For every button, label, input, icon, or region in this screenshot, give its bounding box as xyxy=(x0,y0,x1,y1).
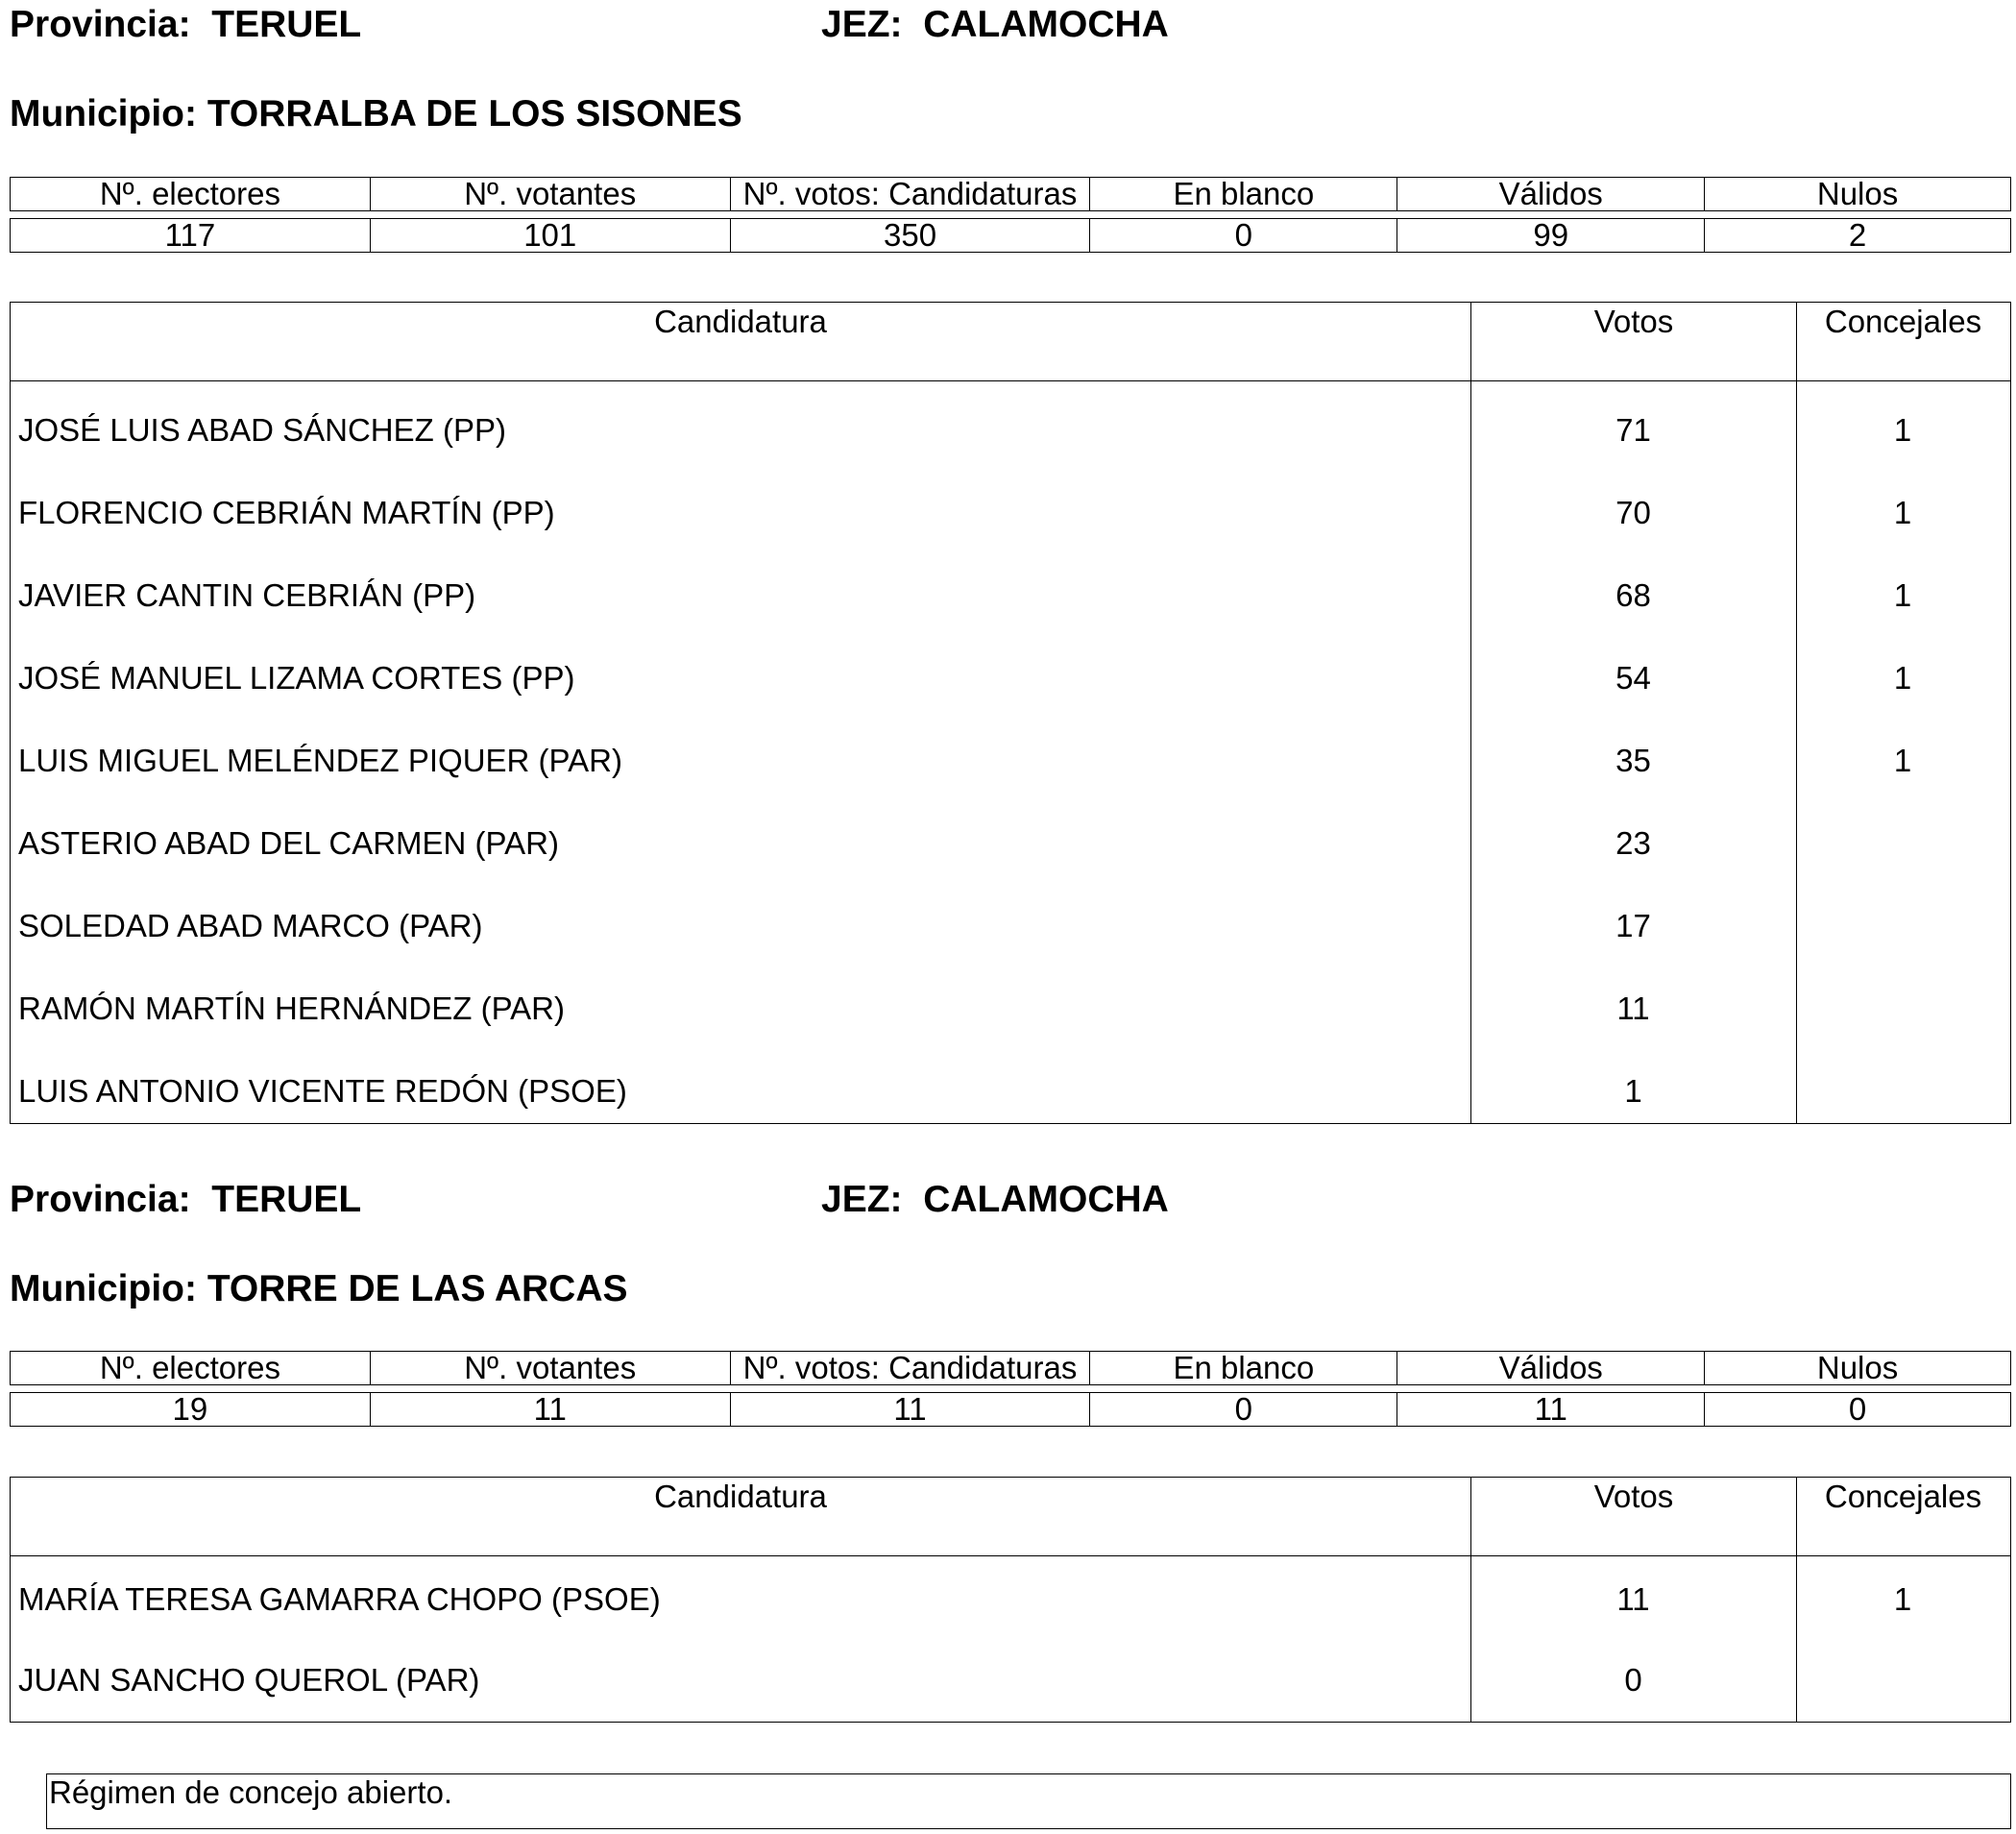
provincia-label: Provincia: xyxy=(10,4,191,45)
candidate-votos: 54 xyxy=(1615,660,1651,696)
stats-header-cell: Válidos xyxy=(1397,1352,1705,1384)
candidates-header xyxy=(11,303,2010,381)
table-row xyxy=(11,1558,2010,1641)
candidate-name: JUAN SANCHO QUEROL (PAR) xyxy=(18,1662,480,1698)
stats-header-cell: Nº. votantes xyxy=(371,1352,731,1384)
header-votos: Votos xyxy=(1470,303,1796,380)
municipio-heading xyxy=(10,95,742,133)
candidate-votos: 11 xyxy=(1616,1581,1650,1617)
stats-value-cell: 0 xyxy=(1090,1393,1397,1426)
candidate-concejales: 1 xyxy=(1893,660,1912,696)
candidate-name: LUIS MIGUEL MELÉNDEZ PIQUER (PAR) xyxy=(18,743,622,778)
candidates-table xyxy=(10,1477,2011,1723)
table-row xyxy=(11,967,2010,1050)
table-row xyxy=(11,389,2010,472)
header-candidatura: Candidatura xyxy=(654,1479,827,1514)
candidate-name: RAMÓN MARTÍN HERNÁNDEZ (PAR) xyxy=(18,990,565,1026)
candidate-name: MARÍA TERESA GAMARRA CHOPO (PSOE) xyxy=(18,1581,661,1617)
stats-value-cell: 117 xyxy=(11,219,371,252)
candidates-header xyxy=(11,1478,2010,1556)
stats-header-cell: Nº. votos: Candidaturas xyxy=(731,1352,1091,1384)
table-row xyxy=(11,554,2010,637)
table-row xyxy=(11,1639,2010,1722)
candidate-name: ASTERIO ABAD DEL CARMEN (PAR) xyxy=(18,825,559,861)
jez-heading xyxy=(821,1181,1169,1218)
municipio-label: Municipio: xyxy=(10,93,197,134)
table-row xyxy=(11,885,2010,967)
table-row xyxy=(11,1050,2010,1133)
jez-value: CALAMOCHA xyxy=(923,4,1169,45)
candidates-table xyxy=(10,302,2011,1124)
jez-value: CALAMOCHA xyxy=(923,1179,1169,1220)
stats-value-row xyxy=(10,218,2011,253)
stats-value-cell: 0 xyxy=(1090,219,1397,252)
candidate-votos: 68 xyxy=(1615,577,1651,613)
table-row xyxy=(11,637,2010,720)
stats-value-cell: 2 xyxy=(1848,219,1867,252)
stats-header-cell: Nulos xyxy=(1816,1352,1899,1384)
candidate-name: SOLEDAD ABAD MARCO (PAR) xyxy=(18,908,483,943)
candidate-votos: 70 xyxy=(1615,495,1651,530)
stats-header-cell: Nº. votos: Candidaturas xyxy=(731,178,1091,210)
stats-header-cell: Nº. electores xyxy=(11,1352,371,1384)
candidate-votos: 17 xyxy=(1615,908,1651,943)
municipio-heading xyxy=(10,1270,628,1308)
provincia-label: Provincia: xyxy=(10,1179,191,1220)
candidate-concejales: 1 xyxy=(1893,743,1912,778)
stats-header-row xyxy=(10,1351,2011,1385)
candidate-name: JOSÉ MANUEL LIZAMA CORTES (PP) xyxy=(18,660,575,696)
candidate-concejales: 1 xyxy=(1893,577,1912,613)
header-concejales: Concejales xyxy=(1796,303,2009,380)
candidate-votos: 35 xyxy=(1615,743,1651,778)
stats-header-row xyxy=(10,177,2011,211)
stats-value-cell: 101 xyxy=(371,219,731,252)
stats-header-cell: Nº. electores xyxy=(11,178,371,210)
table-row xyxy=(11,472,2010,554)
stats-value-row xyxy=(10,1392,2011,1427)
candidate-votos: 1 xyxy=(1624,1073,1642,1109)
jez-heading xyxy=(821,6,1169,43)
stats-header-cell: En blanco xyxy=(1090,178,1397,210)
stats-header-cell: En blanco xyxy=(1090,1352,1397,1384)
jez-label: JEZ: xyxy=(821,1179,903,1220)
stats-value-cell: 11 xyxy=(731,1393,1091,1426)
provincia-value: TERUEL xyxy=(211,1179,362,1220)
candidate-name: LUIS ANTONIO VICENTE REDÓN (PSOE) xyxy=(18,1073,627,1109)
candidate-concejales: 1 xyxy=(1893,412,1912,448)
header-candidatura: Candidatura xyxy=(654,304,827,339)
table-row xyxy=(11,720,2010,802)
stats-value-cell: 350 xyxy=(731,219,1091,252)
header-concejales: Concejales xyxy=(1796,1478,2009,1555)
provincia-heading xyxy=(10,6,361,43)
stats-value-cell: 11 xyxy=(371,1393,731,1426)
table-row xyxy=(11,802,2010,885)
candidate-concejales: 1 xyxy=(1893,495,1912,530)
stats-header-cell: Nº. votantes xyxy=(371,178,731,210)
regimen-note: Régimen de concejo abierto. xyxy=(46,1773,2011,1829)
provincia-value: TERUEL xyxy=(211,4,362,45)
candidate-concejales: 1 xyxy=(1893,1581,1912,1617)
stats-header-cell: Válidos xyxy=(1397,178,1705,210)
stats-value-cell: 19 xyxy=(11,1393,371,1426)
jez-label: JEZ: xyxy=(821,4,903,45)
candidate-votos: 23 xyxy=(1615,825,1651,861)
stats-header-cell: Nulos xyxy=(1816,178,1899,210)
municipio-value: TORRE DE LAS ARCAS xyxy=(206,1268,628,1309)
candidate-name: JAVIER CANTIN CEBRIÁN (PP) xyxy=(18,577,476,613)
provincia-heading xyxy=(10,1181,361,1218)
header-votos: Votos xyxy=(1470,1478,1796,1555)
candidate-votos: 11 xyxy=(1616,990,1650,1026)
municipio-value: TORRALBA DE LOS SISONES xyxy=(206,93,742,134)
candidate-name: JOSÉ LUIS ABAD SÁNCHEZ (PP) xyxy=(18,412,506,448)
stats-value-cell: 0 xyxy=(1848,1393,1867,1426)
municipio-label: Municipio: xyxy=(10,1268,197,1309)
stats-value-cell: 11 xyxy=(1397,1393,1705,1426)
candidate-votos: 0 xyxy=(1624,1662,1642,1698)
stats-value-cell: 99 xyxy=(1397,219,1705,252)
candidate-votos: 71 xyxy=(1615,412,1651,448)
candidate-name: FLORENCIO CEBRIÁN MARTÍN (PP) xyxy=(18,495,555,530)
